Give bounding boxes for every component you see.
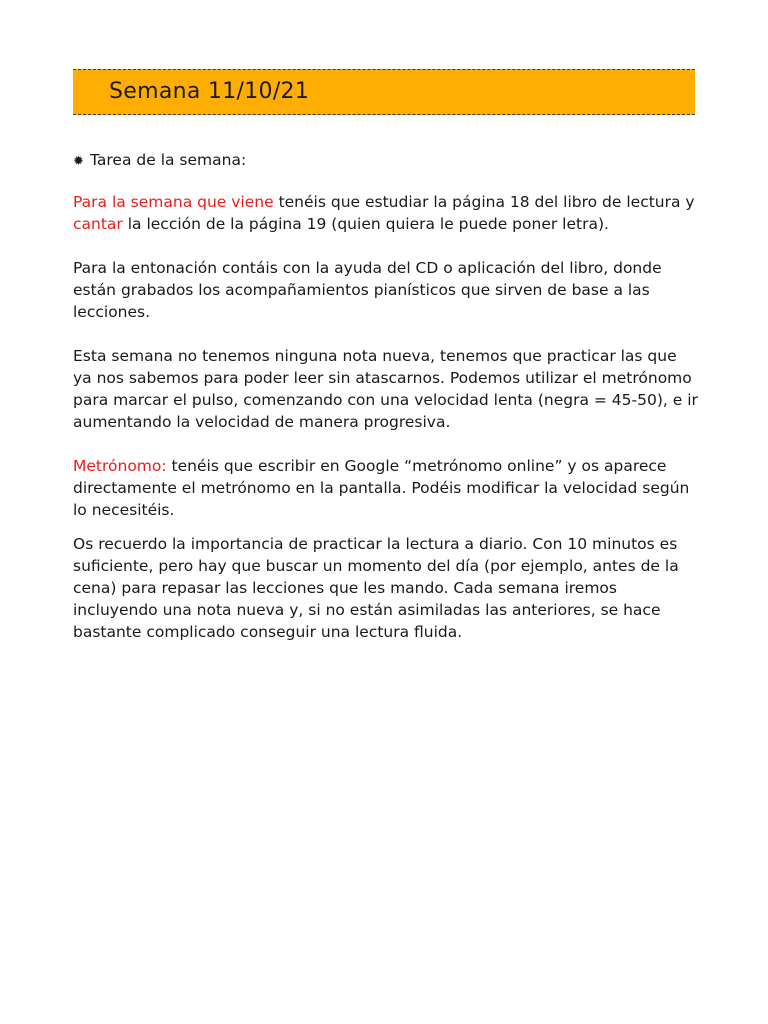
highlight-next-week: Para la semana que viene [73,193,274,211]
document-body [73,149,699,665]
highlight-metronome: Metrónomo: [73,457,167,475]
paragraph-metronome [73,455,699,521]
paragraph-homework-text-1: tenéis que estudiar la página 18 del libro de lectura y [273,193,695,211]
paragraph-practice: Esta semana no tenemos ninguna nota nueva, tenemos que practicar las que ya nos sabemos para poder leer sin atascarnos. Podemos utilizar el metrónomo para marcar el pulso, comenzando con una velocidad lenta (negra = 45-50), e ir aumentando la velocidad de manera progresiva. [73,347,698,431]
paragraph-reminder: Os recuerdo la importancia de practicar la lectura a diario. Con 10 minutos es suficiente, pero hay que buscar un momento del día (por ejemplo, antes de la cena) para repasar las lecciones que les mando. Cada semana iremos incluyendo una nota nueva y, si no están asimiladas las anteriores, se hace bastante complicado conseguir una lectura fluida. [73,535,679,641]
task-heading [73,149,699,173]
paragraph-intonation: Para la entonación contáis con la ayuda del CD o aplicación del libro, donde están grabados los acompañamientos pianísticos que sirven de base a las lecciones. [73,259,662,321]
paragraph-homework [73,191,699,235]
highlight-sing: cantar [73,215,123,233]
page-title: Semana 11/10/21 [109,79,310,104]
header-banner [73,69,695,115]
star-bullet-icon: ✹ [73,154,84,169]
paragraph-homework-text-2: la lección de la página 19 (quien quiera le puede poner letra). [122,215,609,233]
task-heading-label: Tarea de la semana: [90,151,247,169]
paragraph-metronome-text: tenéis que escribir en Google “metrónomo online” y os aparece directamente el metrónomo en la pantalla. Podéis modificar la velocidad según lo necesitéis. [73,457,690,519]
